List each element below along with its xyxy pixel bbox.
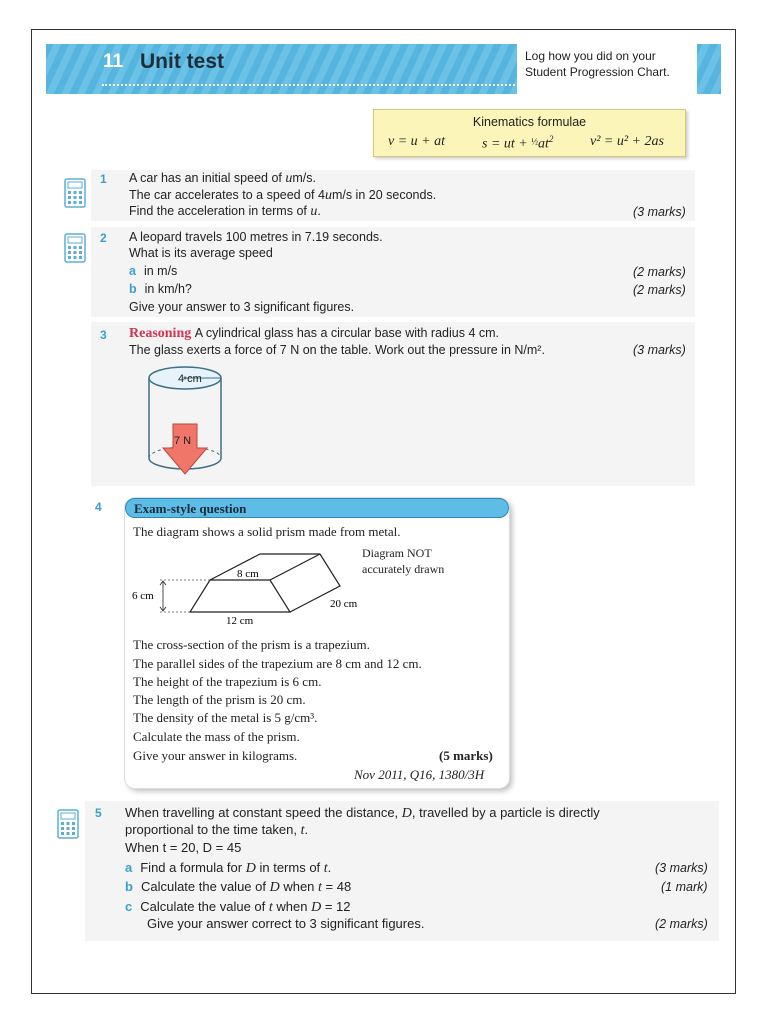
diagram-note-2: accurately drawn [362, 562, 445, 576]
calculator-icon [57, 809, 79, 839]
unit-number: 11 [103, 51, 124, 72]
question-5-number: 5 [95, 806, 102, 820]
diagram-note-1: Diagram NOT [362, 546, 432, 560]
log-line-2: Student Progression Chart. [525, 65, 670, 79]
force-label: 7 N [174, 435, 192, 447]
q4-line-4: The length of the prism is 20 cm. [133, 692, 306, 707]
log-line-1: Log how you did on your [525, 49, 656, 63]
q5-line-2: proportional to the time taken, t. [125, 822, 309, 838]
q3-line-2: The glass exerts a force of 7 N on the table. Work out the pressure in N/m². [129, 343, 545, 357]
q2-part-b: b in km/h? [129, 282, 192, 296]
q5-part-b: b Calculate the value of D when t = 48 [125, 879, 352, 895]
q4-line-7: Give your answer in kilograms. [133, 748, 298, 763]
q4-line-6: Calculate the mass of the prism. [133, 729, 300, 744]
q1-line-2: The car accelerates to a speed of 4um/s in 20 seconds. [129, 188, 437, 203]
bottom-side-label: 12 cm [226, 615, 254, 627]
q3-marks: (3 marks) [633, 343, 686, 357]
q4-line-3: The height of the trapezium is 6 cm. [133, 674, 322, 689]
q2-line-1: A leopard travels 100 metres in 7.19 seconds. [129, 230, 383, 244]
q1-line-1: A car has an initial speed of um/s. [129, 171, 316, 186]
calculator-icon [64, 233, 86, 263]
kinematics-formulae-box [373, 109, 686, 157]
q4-line-5: The density of the metal is 5 g/cm³. [133, 710, 318, 725]
q2-line-2: What is its average speed [129, 246, 273, 260]
question-3-number: 3 [100, 328, 107, 342]
formula-1: v = u + at [388, 134, 445, 149]
trapezium-prism-diagram [130, 544, 370, 630]
length-label: 20 cm [330, 598, 358, 610]
q3-line-1: Reasoning A cylindrical glass has a circular base with radius 4 cm. [129, 326, 500, 341]
q5-c-marks: (2 marks) [655, 917, 708, 931]
q4-intro: The diagram shows a solid prism made from metal. [133, 524, 401, 539]
q5-part-a: a Find a formula for D in terms of t. [125, 860, 332, 876]
height-label: 6 cm [132, 590, 154, 602]
q4-marks: (5 marks) [439, 748, 493, 763]
reasoning-tag: Reasoning [129, 326, 192, 341]
question-4-number: 4 [95, 500, 102, 514]
progression-chart-note [517, 44, 697, 94]
top-side-label: 8 cm [237, 568, 259, 580]
q5-b-marks: (1 mark) [661, 880, 708, 894]
q4-line-1: The cross-section of the prism is a trapezium. [133, 637, 370, 652]
q2-line-3: Give your answer to 3 significant figures. [129, 300, 355, 314]
q2-a-marks: (2 marks) [633, 265, 686, 279]
cylinder-glass-diagram [145, 364, 225, 480]
q1-line-3: Find the acceleration in terms of u. [129, 204, 321, 219]
q5-part-c: c Calculate the value of t when D = 12 [125, 899, 351, 915]
formula-2: s = ut + $^{\frac{1}{2}}at^2$ [482, 134, 554, 152]
q4-line-2: The parallel sides of the trapezium are 8 cm and 12 cm. [133, 656, 422, 671]
q2-b-marks: (2 marks) [633, 283, 686, 297]
q5-c-line-2: Give your answer correct to 3 significant figures. [147, 916, 425, 931]
unit-title: Unit test [140, 50, 224, 73]
q5-line-1: When travelling at constant speed the distance, D, travelled by a particle is directly [125, 805, 600, 821]
q2-part-a: a in m/s [129, 264, 178, 278]
q5-line-3: When t = 20, D = 45 [125, 840, 242, 855]
q1-marks: (3 marks) [633, 205, 686, 219]
question-2-number: 2 [100, 231, 107, 245]
question-1-number: 1 [100, 172, 107, 186]
radius-label: 4 cm [178, 373, 202, 385]
q5-a-marks: (3 marks) [655, 861, 708, 875]
q4-source: Nov 2011, Q16, 1380/3H [354, 767, 485, 782]
exam-style-header: Exam-style question [125, 498, 509, 518]
calculator-icon [64, 178, 86, 208]
formula-3: v² = u² + 2as [590, 134, 664, 149]
formulae-title: Kinematics formulae [472, 115, 587, 129]
